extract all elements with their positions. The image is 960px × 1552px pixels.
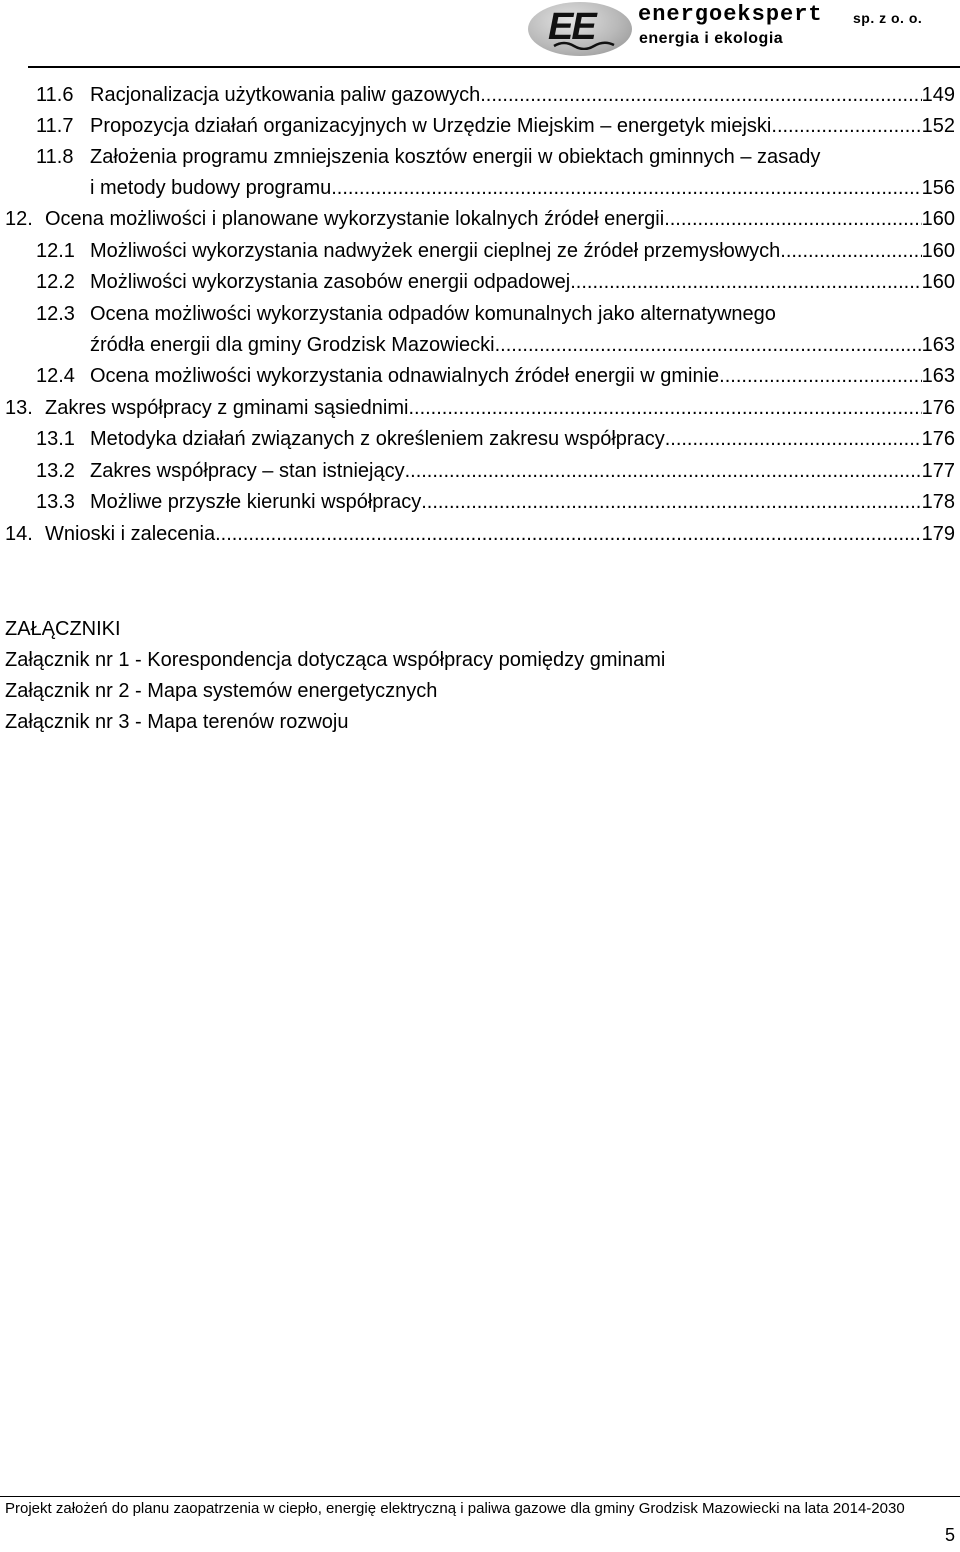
toc-entry-title: Racjonalizacja użytkowania paliw gazowych: [90, 84, 481, 106]
toc-entry-number: 13.: [5, 397, 33, 419]
toc-entry-title: Możliwe przyszłe kierunki współpracy: [90, 491, 422, 513]
toc-entry-number: 13.2: [36, 460, 75, 482]
toc-entry[interactable]: [0, 204, 960, 234]
toc-dot-leader: [331, 173, 921, 203]
toc-entry-number: 13.3: [36, 491, 75, 513]
toc-dot-leader: [480, 80, 921, 110]
toc-dot-leader: [664, 204, 921, 234]
toc-entry-number: 11.7: [36, 115, 74, 137]
toc-entry-number: 14.: [5, 523, 33, 545]
toc-dot-leader: [771, 111, 921, 141]
toc-entry-title: Założenia programu zmniejszenia kosztów energii w obiektach gminnych – zasady: [90, 146, 821, 168]
toc-entry[interactable]: [0, 111, 960, 141]
toc-entry[interactable]: [0, 424, 960, 454]
toc-entry[interactable]: [0, 142, 960, 172]
toc-entry[interactable]: [0, 236, 960, 266]
toc-entry[interactable]: [0, 393, 960, 423]
toc-entry-number: 12.2: [36, 271, 75, 293]
toc-entry-title-cont: źródła energii dla gminy Grodzisk Mazowiecki: [90, 334, 495, 356]
toc-entry-title: Metodyka działań związanych z określeniem zakresu współpracy: [90, 428, 665, 450]
toc-entry-title: Możliwości wykorzystania nadwyżek energii cieplnej ze źródeł przemysłowych: [90, 240, 781, 262]
page-header: [0, 0, 960, 68]
header-rule: [28, 66, 960, 68]
toc-entry[interactable]: [0, 299, 960, 329]
toc-entry-page: 176: [921, 397, 955, 419]
toc-entry-page: 178: [921, 491, 955, 513]
logo-swoosh-icon: [552, 40, 622, 50]
brand-tagline: energia i ekologia: [639, 30, 784, 47]
toc-entry-number: 11.6: [36, 84, 74, 106]
toc-entry-number: 12.: [5, 208, 33, 230]
toc-dot-leader: [495, 330, 922, 360]
toc-entry-title: Ocena możliwości i planowane wykorzystanie lokalnych źródeł energii: [45, 208, 665, 230]
toc-entry[interactable]: [0, 519, 960, 549]
toc-entry[interactable]: [0, 487, 960, 517]
toc-entry-number: 12.4: [36, 365, 75, 387]
footer-rule: [0, 1496, 960, 1497]
toc-entry-page: 176: [921, 428, 955, 450]
logo-letters: EE: [548, 6, 595, 48]
appendix-section: [5, 614, 665, 738]
toc-dot-leader: [421, 487, 921, 517]
toc-entry-number: 12.3: [36, 303, 75, 325]
toc-entry-page: 160: [921, 240, 955, 262]
toc-entry-title: Ocena możliwości wykorzystania odnawialnych źródeł energii w gminie: [90, 365, 720, 387]
toc-dot-leader: [780, 236, 921, 266]
toc-entry-title: Ocena możliwości wykorzystania odpadów komunalnych jako alternatywnego: [90, 303, 776, 325]
toc-entry-title: Zakres współpracy z gminami sąsiednimi: [45, 397, 409, 419]
toc-entry[interactable]: [0, 267, 960, 297]
toc-entry-page: 152: [921, 115, 955, 137]
appendix-heading: ZAŁĄCZNIKI: [5, 618, 121, 640]
brand-name: energoekspert: [638, 2, 823, 27]
appendix-item[interactable]: Załącznik nr 1 - Korespondencja dotycząca współpracy pomiędzy gminami: [5, 649, 666, 671]
toc-entry-title: Możliwości wykorzystania zasobów energii odpadowej: [90, 271, 571, 293]
toc-entry[interactable]: [0, 361, 960, 391]
toc-entry-page: 179: [921, 523, 955, 545]
toc-entry-title: Propozycja działań organizacyjnych w Urzędzie Miejskim – energetyk miejski: [90, 115, 772, 137]
toc-entry-page: 163: [921, 334, 955, 356]
toc-entry-page: 163: [921, 365, 955, 387]
toc-dot-leader: [215, 519, 922, 549]
toc-dot-leader: [719, 361, 921, 391]
toc-dot-leader: [665, 424, 922, 454]
toc-entry-continuation[interactable]: [0, 173, 960, 203]
toc-entry-page: 149: [921, 84, 955, 106]
toc-entry-number: 13.1: [36, 428, 75, 450]
toc-entry[interactable]: [0, 80, 960, 110]
toc-entry-page: 160: [921, 271, 955, 293]
toc-entry-page: 177: [921, 460, 955, 482]
footer-text: Projekt założeń do planu zaopatrzenia w ciepło, energię elektryczną i paliwa gazowe dla gminy Grodzisk Mazowiecki na lata 2014-2030: [5, 1500, 905, 1517]
toc-dot-leader: [570, 267, 921, 297]
appendix-item[interactable]: Załącznik nr 2 - Mapa systemów energetycznych: [5, 680, 438, 702]
toc-dot-leader: [408, 393, 921, 423]
toc-dot-leader: [405, 456, 922, 486]
toc-entry-number: 11.8: [36, 146, 74, 168]
toc-entry-page: 160: [921, 208, 955, 230]
toc-entry-title-cont: i metody budowy programu: [90, 177, 332, 199]
page-number: 5: [944, 1525, 955, 1545]
appendix-item[interactable]: Załącznik nr 3 - Mapa terenów rozwoju: [5, 711, 349, 733]
toc-entry-page: 156: [921, 177, 955, 199]
brand-suffix: sp. z o. o.: [853, 10, 923, 26]
toc-entry-title: Zakres współpracy – stan istniejący: [90, 460, 405, 482]
toc-entry[interactable]: [0, 456, 960, 486]
toc-entry-continuation[interactable]: [0, 330, 960, 360]
toc-entry-number: 12.1: [36, 240, 75, 262]
toc-entry-title: Wnioski i zalecenia: [45, 523, 216, 545]
